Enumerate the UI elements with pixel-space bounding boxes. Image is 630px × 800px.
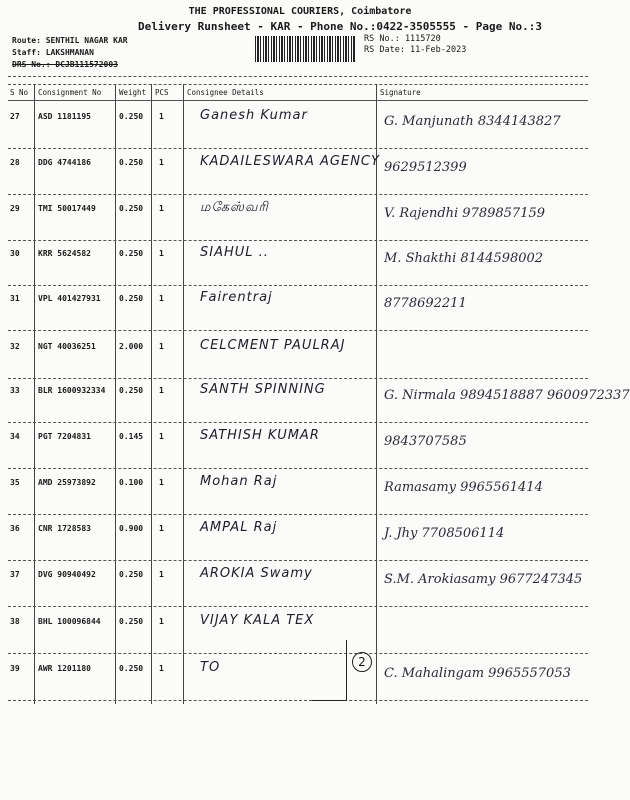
header-underline <box>8 100 588 101</box>
barcode <box>255 36 355 62</box>
row-weight: 0.250 <box>119 617 144 626</box>
row-consignee: Fairentraj <box>200 290 273 305</box>
row-divider <box>8 700 588 701</box>
row-sno: 30 <box>10 249 20 258</box>
col-signature: Signature <box>380 88 421 97</box>
row-consignee: AMPAL Raj <box>200 520 278 535</box>
row-consignment-no: AMD 25973892 <box>38 478 96 487</box>
row-divider <box>8 330 588 331</box>
row-pcs: 1 <box>159 249 164 258</box>
row-signature: 8778692211 <box>384 296 467 311</box>
row-pcs: 1 <box>159 386 164 395</box>
row-consignment-no: DVG 90940492 <box>38 570 96 579</box>
row-consignee: SANTH SPINNING <box>200 382 326 397</box>
row-divider <box>8 606 588 607</box>
runsheet-title: Delivery Runsheet - KAR - Phone No.:0422-3505555 - Page No.:3 <box>138 20 542 33</box>
row-sno: 32 <box>10 342 20 351</box>
row-consignment-no: CNR 1728583 <box>38 524 91 533</box>
row-signature: 9629512399 <box>384 160 467 175</box>
row-pcs: 1 <box>159 158 164 167</box>
row-pcs: 1 <box>159 342 164 351</box>
circled-number: 2 <box>352 652 372 672</box>
row-weight: 0.250 <box>119 158 144 167</box>
row-signature: C. Mahalingam 9965557053 <box>384 666 571 681</box>
row-divider <box>8 194 588 195</box>
row-consignee: AROKIA Swamy <box>200 566 313 581</box>
row-consignment-no: VPL 401427931 <box>38 294 101 303</box>
row-signature: V. Rajendhi 9789857159 <box>384 206 546 221</box>
rs-date: RS Date: 11-Feb-2023 <box>364 45 467 55</box>
col-consignment: Consignment No <box>38 88 102 97</box>
row-divider <box>8 240 588 241</box>
row-weight: 0.250 <box>119 294 144 303</box>
row-sno: 31 <box>10 294 20 303</box>
row-consignee: VIJAY KALA TEX <box>200 613 315 628</box>
row-consignee: TO <box>200 660 221 675</box>
row-consignee: KADAILESWARA AGENCY <box>200 154 380 169</box>
rs-number: RS No.: 1115720 <box>364 34 441 44</box>
row-signature: S.M. Arokiasamy 9677247345 <box>384 572 583 587</box>
row-divider <box>8 285 588 286</box>
row-pcs: 1 <box>159 478 164 487</box>
row-pcs: 1 <box>159 570 164 579</box>
row-consignee: Ganesh Kumar <box>200 108 308 123</box>
row-weight: 2.000 <box>119 342 144 351</box>
row-divider <box>8 148 588 149</box>
row-signature: 9843707585 <box>384 434 467 449</box>
row-divider <box>8 560 588 561</box>
company-title: THE PROFESSIONAL COURIERS, Coimbatore <box>188 6 412 17</box>
row-signature: G. Nirmala 9894518887 9600972337 <box>384 388 630 403</box>
row-divider <box>8 514 588 515</box>
row-weight: 0.250 <box>119 204 144 213</box>
row-weight: 0.100 <box>119 478 144 487</box>
column-line <box>151 84 152 704</box>
row-consignee: Mohan Raj <box>200 474 278 489</box>
row-signature: Ramasamy 9965561414 <box>384 480 543 495</box>
row-pcs: 1 <box>159 524 164 533</box>
divider <box>8 84 588 85</box>
row-consignment-no: AWR 1201180 <box>38 664 91 673</box>
row-pcs: 1 <box>159 112 164 121</box>
row-weight: 0.250 <box>119 249 144 258</box>
column-line <box>376 84 377 704</box>
divider <box>8 76 588 77</box>
row-sno: 35 <box>10 478 20 487</box>
handwritten-bracket <box>312 640 347 701</box>
row-divider <box>8 378 588 379</box>
row-signature: G. Manjunath 8344143827 <box>384 114 561 129</box>
row-consignment-no: BHL 100096844 <box>38 617 101 626</box>
row-consignment-no: KRR 5624582 <box>38 249 91 258</box>
row-weight: 0.250 <box>119 112 144 121</box>
column-line <box>34 84 35 704</box>
column-line <box>183 84 184 704</box>
row-sno: 37 <box>10 570 20 579</box>
row-weight: 0.250 <box>119 386 144 395</box>
row-pcs: 1 <box>159 432 164 441</box>
row-pcs: 1 <box>159 664 164 673</box>
row-pcs: 1 <box>159 617 164 626</box>
row-sno: 33 <box>10 386 20 395</box>
column-line <box>115 84 116 704</box>
row-sno: 34 <box>10 432 20 441</box>
row-consignment-no: BLR 1600932334 <box>38 386 106 395</box>
col-pcs: PCS <box>155 88 169 97</box>
row-consignment-no: PGT 7204831 <box>38 432 91 441</box>
row-weight: 0.145 <box>119 432 144 441</box>
col-consignee: Consignee Details <box>187 88 264 97</box>
row-sno: 39 <box>10 664 20 673</box>
row-weight: 0.250 <box>119 664 144 673</box>
row-weight: 0.900 <box>119 524 144 533</box>
row-consignment-no: ASD 1181195 <box>38 112 91 121</box>
col-sno: S No <box>10 88 29 97</box>
row-divider <box>8 653 588 654</box>
row-consignment-no: DDG 4744186 <box>38 158 91 167</box>
row-consignee: CELCMENT PAULRAJ <box>200 338 346 353</box>
row-consignee: SIAHUL .. <box>200 245 269 260</box>
row-sno: 27 <box>10 112 20 121</box>
row-sno: 38 <box>10 617 20 626</box>
row-consignee: மகேஸ்வரி <box>200 200 269 215</box>
row-weight: 0.250 <box>119 570 144 579</box>
col-weight: Weight <box>119 88 147 97</box>
row-signature: J. Jhy 7708506114 <box>384 526 505 541</box>
staff-label: Staff: LAKSHMANAN <box>12 48 94 57</box>
row-sno: 36 <box>10 524 20 533</box>
row-sno: 29 <box>10 204 20 213</box>
row-divider <box>8 468 588 469</box>
row-consignment-no: TMI 50017449 <box>38 204 96 213</box>
row-pcs: 1 <box>159 294 164 303</box>
row-sno: 28 <box>10 158 20 167</box>
row-divider <box>8 422 588 423</box>
drs-label: DRS No.: DCJB111572003 <box>12 60 118 69</box>
route-label: Route: SENTHIL NAGAR KAR <box>12 36 128 45</box>
row-consignment-no: NGT 40036251 <box>38 342 96 351</box>
row-pcs: 1 <box>159 204 164 213</box>
row-signature: M. Shakthi 8144598002 <box>384 251 544 266</box>
row-consignee: SATHISH KUMAR <box>200 428 320 443</box>
